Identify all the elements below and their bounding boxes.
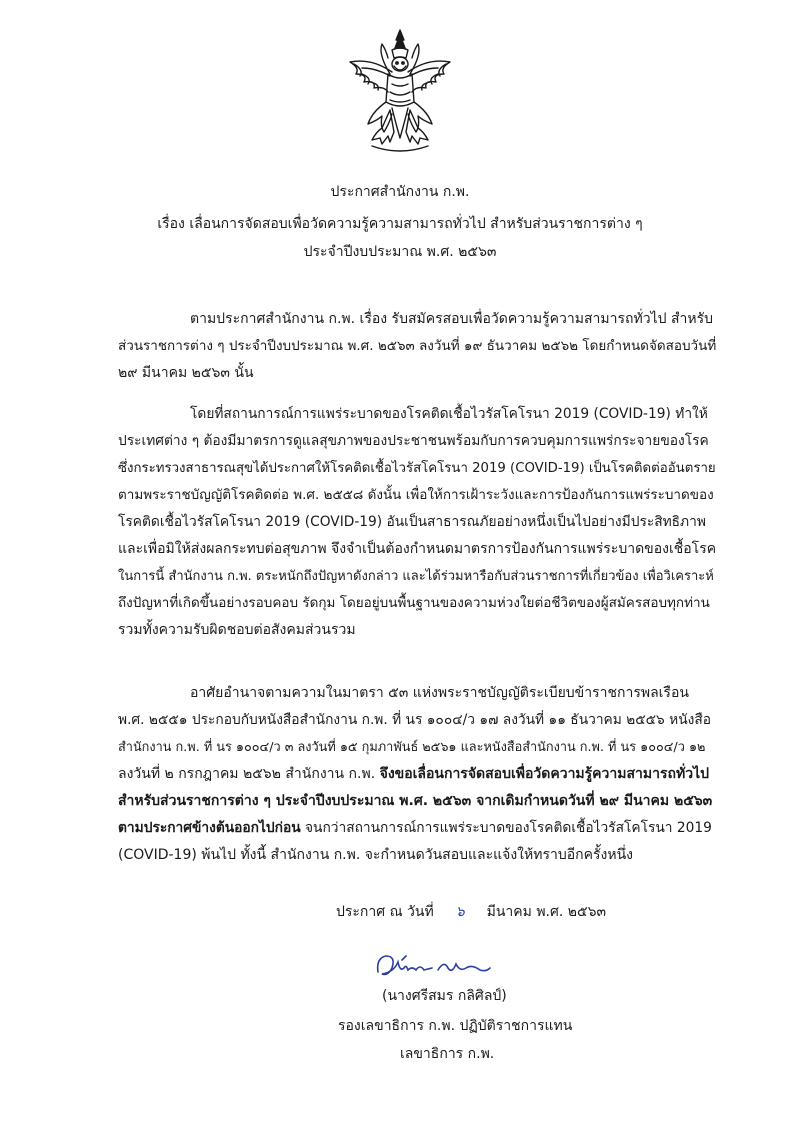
signatory-position: รองเลขาธิการ ก.พ. ปฏิบัติราชการแทน	[338, 1018, 573, 1034]
paragraph-line: ซึ่งกระทรวงสาธารณสุขได้ประกาศให้โรคติดเชื้อไวรัสโคโรนา 2019 (COVID-19) เป็นโรคติดต่ออันตราย	[118, 461, 716, 476]
paragraph-line	[118, 815, 716, 842]
postponement-statement: จึงขอเลื่อนการจัดสอบเพื่อวัดความรู้ความสามารถทั่วไป	[379, 766, 709, 782]
paragraph-line	[118, 761, 716, 788]
paragraph-line: รวมทั้งความรับผิดชอบต่อสังคมส่วนรวม	[118, 622, 356, 638]
paragraph-decision	[118, 680, 716, 869]
paragraph-line: ส่วนราชการต่าง ๆ ประจำปีงบประมาณ พ.ศ. ๒๕๖๓ ลงวันที่ ๑๙ ธันวาคม ๒๕๖๒ โดยกำหนดจัดสอบวันที่	[118, 338, 717, 354]
paragraph-situation	[118, 401, 716, 644]
announcement-fiscal-year: ประจำปีงบประมาณ พ.ศ. ๒๕๖๓	[303, 244, 497, 260]
paragraph-line: และเพื่อมิให้ส่งผลกระทบต่อสุขภาพ จึงจำเป็นต้องกำหนดมาตรการป้องกันการแพร่ระบาดของเชื้อโรค	[118, 541, 717, 557]
paragraph-line: โดยที่สถานการณ์การแพร่ระบาดของโรคติดเชื้อไวรัสโคโรนา 2019 (COVID-19) ทำให้	[190, 406, 708, 422]
signatory-name: (นางศรีสมร กลิศิลป์)	[382, 988, 507, 1004]
paragraph-line: อาศัยอำนาจตามความในมาตรา ๕๓ แห่งพระราชบัญญัติระเบียบข้าราชการพลเรือน	[190, 685, 689, 701]
announcement-subject: เรื่อง เลื่อนการจัดสอบเพื่อวัดความรู้ความสามารถทั่วไป สำหรับส่วนราชการต่าง ๆ	[157, 216, 643, 232]
paragraph-line: สำนักงาน ก.พ. ที่ นร ๑๐๐๔/ว ๓ ลงวันที่ ๑๕ กุมภาพันธ์ ๒๕๖๑ และหนังสือสำนักงาน ก.พ. ที่ นร ๑๐๐๔/ว ๑๒	[118, 740, 706, 755]
postponement-statement: สำหรับส่วนราชการต่าง ๆ ประจำปีงบประมาณ พ.ศ. ๒๕๖๓ จากเดิมกำหนดวันที่ ๒๙ มีนาคม ๒๕๖๓	[118, 793, 713, 809]
announcement-heading: ประกาศสำนักงาน ก.พ.	[330, 184, 470, 200]
signature-mark	[372, 950, 492, 984]
paragraph-line: ตามประกาศสำนักงาน ก.พ. เรื่อง รับสมัครสอบเพื่อวัดความรู้ความสามารถทั่วไป สำหรับ	[190, 311, 713, 327]
paragraph-line: ถึงปัญหาที่เกิดขึ้นอย่างรอบคอบ รัดกุม โดยอยู่บนพื้นฐานของความห่วงใยต่อชีวิตของผู้สมัครสอบทุกท่าน	[118, 595, 710, 611]
signatory-position-secondary: เลขาธิการ ก.พ.	[400, 1046, 495, 1062]
date-day: ๖	[455, 904, 465, 920]
paragraph-line: ๒๙ มีนาคม ๒๕๖๓ นั้น	[118, 365, 254, 381]
announcement-date	[336, 902, 606, 922]
paragraph-line: (COVID-19) พ้นไป ทั้งนี้ สำนักงาน ก.พ. จะกำหนดวันสอบและแจ้งให้ทราบอีกครั้งหนึ่ง	[118, 847, 633, 863]
paragraph-line: ตามพระราชบัญญัติโรคติดต่อ พ.ศ. ๒๕๕๘ ดังนั้น เพื่อให้การเฝ้าระวังและการป้องกันการแพร่ระบาดของ	[118, 487, 714, 503]
garuda-emblem-icon	[342, 28, 458, 156]
paragraph-line: พ.ศ. ๒๕๕๑ ประกอบกับหนังสือสำนักงาน ก.พ. ที่ นร ๑๐๐๔/ว ๑๗ ลงวันที่ ๑๑ ธันวาคม ๒๕๕๖ หนังสือ	[118, 712, 711, 728]
date-month-year: มีนาคม พ.ศ. ๒๕๖๓	[486, 904, 607, 920]
paragraph-text: ลงวันที่ ๒ กรกฎาคม ๒๕๖๒ สำนักงาน ก.พ.	[118, 766, 380, 782]
postponement-statement: ตามประกาศข้างต้นออกไปก่อน	[118, 820, 301, 836]
paragraph-line: ประเทศต่าง ๆ ต้องมีมาตรการดูแลสุขภาพของประชาชนพร้อมกับการควบคุมการแพร่กระจายของโรค	[118, 433, 709, 449]
date-prefix: ประกาศ ณ วันที่	[336, 904, 434, 920]
paragraph-reference	[118, 306, 716, 387]
paragraph-line: ในการนี้ สำนักงาน ก.พ. ตระหนักถึงปัญหาดังกล่าว และได้ร่วมหารือกับส่วนราชการที่เกี่ยวข้อง เพื่อวิเคราะห์	[118, 569, 714, 584]
paragraph-line: โรคติดเชื้อไวรัสโคโรนา 2019 (COVID-19) อันเป็นสาธารณภัยอย่างหนึ่งเป็นไปอย่างมีประสิทธิภาพ	[118, 514, 706, 530]
paragraph-text: จนกว่าสถานการณ์การแพร่ระบาดของโรคติดเชื้อไวรัสโคโรนา 2019	[300, 820, 712, 836]
